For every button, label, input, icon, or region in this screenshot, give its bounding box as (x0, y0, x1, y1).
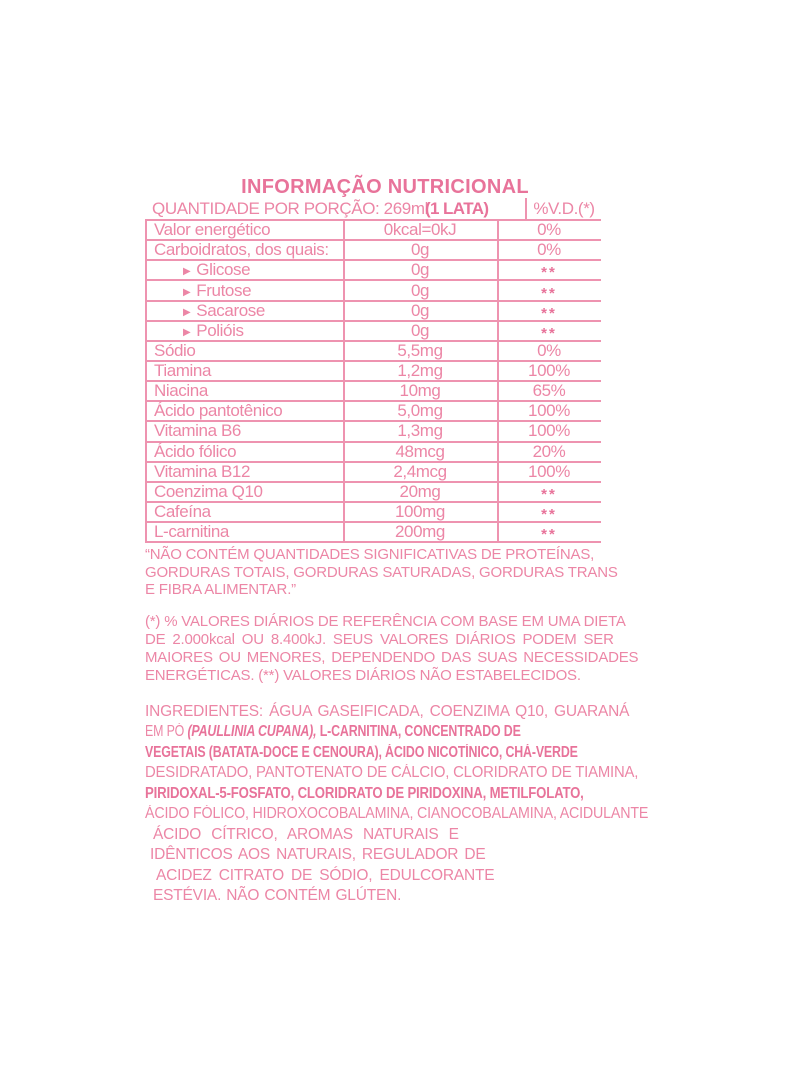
ingredients-segment: INGREDIENTES: ÁGUA GASEIFICADA, COENZIMA Q10, GUARANÁ (145, 702, 630, 720)
ingredients-line (145, 804, 649, 825)
nutrient-amount: 200mg (395, 522, 445, 542)
nutrient-amount: 0g (410, 320, 430, 340)
note-line: ENERGÉTICAS. (**) VALORES DIÁRIOS NÃO ESTABELECIDOS. (145, 666, 581, 684)
note-line: GORDURAS TOTAIS, GORDURAS SATURADAS, GORDURAS TRANS (145, 563, 618, 581)
ingredients-segment: L-CARNITINA, CONCENTRADO DE (319, 723, 521, 741)
nutrient-daily-value (497, 321, 601, 341)
not-established-asterisks: ** (541, 324, 557, 342)
nutrient-name-cell (145, 301, 343, 321)
table-row (145, 422, 601, 442)
nutrient-name: L-carnitina (154, 522, 229, 542)
nutrient-amount: 0g (410, 240, 430, 260)
portion-can-label: (1 LATA) (424, 198, 489, 218)
nutrient-amount: 0g (410, 260, 430, 280)
nutrient-name-cell (145, 281, 343, 301)
ingredients-paragraph (145, 702, 660, 907)
nutrient-daily-value: 100% (528, 421, 570, 441)
table-row (145, 523, 601, 543)
ingredients-segment: VEGETAIS (BATATA-DOCE E CENOURA), ÁCIDO NICOTÍNICO, CHÁ-VERDE (145, 743, 578, 761)
not-established-asterisks: ** (541, 264, 557, 282)
nutrient-name: Coenzima Q10 (154, 481, 263, 501)
nutrient-name: Vitamina B6 (154, 421, 241, 441)
nutrient-daily-value: 100% (528, 401, 570, 421)
nutrient-name-cell (145, 502, 343, 522)
nutrient-name: Cafeína (154, 502, 211, 522)
ingredients-line (145, 825, 660, 846)
bullet-triangle-icon: ▶ (183, 326, 191, 338)
nutrient-name-cell (145, 341, 343, 361)
nutrient-amount: 5,0mg (397, 401, 443, 421)
portion-header-cell (145, 198, 525, 219)
nutrient-name: Vitamina B12 (154, 461, 251, 481)
nutrient-name: Ácido pantotênico (154, 401, 283, 421)
note-line: DE 2.000kcal OU 8.400kJ. SEUS VALORES DIÁRIOS PODEM SER (145, 630, 614, 648)
not-established-asterisks: ** (541, 485, 557, 503)
panel-title: INFORMAÇÃO NUTRICIONAL (241, 176, 529, 198)
table-row (145, 362, 601, 382)
ingredients-segment: PIRIDOXAL-5-FOSFATO, CLORIDRATO DE PIRIDOXINA, METILFOLATO, (145, 784, 584, 802)
nutrient-name: Sódio (154, 340, 196, 360)
bullet-triangle-icon: ▶ (183, 306, 191, 318)
ingredients-segment: (PAULLINIA CUPANA), (187, 723, 320, 741)
nutrient-daily-value: 0% (537, 220, 561, 240)
table-row (145, 402, 601, 422)
nutrient-daily-value (497, 482, 601, 502)
ingredients-segment: ACIDEZ CITRATO DE SÓDIO, EDULCORANTE (156, 866, 495, 884)
nutrient-daily-value: 100% (528, 361, 570, 381)
table-row (145, 342, 601, 362)
nutrient-daily-value: 100% (528, 461, 570, 481)
nutrient-name: Valor energético (154, 220, 271, 240)
nutrient-daily-value (497, 301, 601, 321)
nutrient-daily-value: 65% (532, 381, 566, 401)
nutrient-name-cell (145, 462, 343, 482)
note-line: “NÃO CONTÉM QUANTIDADES SIGNIFICATIVAS DE PROTEÍNAS, (145, 546, 595, 564)
nutrient-amount: 5,5mg (397, 340, 443, 360)
nutrient-daily-value (497, 522, 601, 542)
nutrient-daily-value: 20% (532, 441, 566, 461)
ingredients-line (145, 886, 660, 907)
nutrient-daily-value: 0% (537, 340, 561, 360)
bullet-triangle-icon: ▶ (183, 266, 191, 278)
nutrient-daily-value (497, 281, 601, 301)
ingredients-segment: ÁCIDO FÓLICO, HIDROXOCOBALAMINA, CIANOCOBALAMINA, ACIDULANTE (145, 805, 649, 823)
table-row (145, 503, 601, 523)
ingredients-segment: DESIDRATADO, PANTOTENATO DE CÁLCIO, CLORIDRATO DE TIAMINA, (145, 764, 639, 782)
daily-values-note (145, 613, 660, 685)
nutrition-panel (145, 176, 660, 907)
not-established-asterisks: ** (541, 526, 557, 544)
nutrient-name-cell (145, 361, 343, 381)
nutrient-name-cell (145, 220, 343, 240)
ingredients-line (145, 784, 583, 805)
table-row (145, 322, 601, 342)
ingredients-line (145, 743, 578, 764)
daily-value-header-cell: %V.D.(*) (525, 198, 601, 219)
not-established-asterisks: ** (541, 304, 557, 322)
note-line: E FIBRA ALIMENTAR.” (145, 581, 296, 599)
ingredients-segment: EM PÓ (145, 723, 188, 741)
nutrient-daily-value (497, 502, 601, 522)
table-row (145, 382, 601, 402)
table-row (145, 221, 601, 241)
nutrient-name: Glicose (196, 260, 251, 280)
nutrient-name: Sacarose (196, 300, 265, 320)
nutrient-name: Niacina (154, 381, 208, 401)
table-left-border-line (145, 221, 147, 543)
nutrient-name: Polióis (196, 320, 244, 340)
table-body (145, 221, 601, 543)
bullet-triangle-icon: ▶ (183, 286, 191, 298)
not-established-asterisks: ** (541, 284, 557, 302)
nutrient-daily-value: 0% (537, 240, 561, 260)
nutrient-name: Frutose (196, 280, 252, 300)
nutrient-amount: 100mg (395, 502, 445, 522)
nutrient-amount: 0g (410, 300, 430, 320)
nutrient-amount: 2,4mcg (393, 461, 447, 481)
nutrient-name: Ácido fólico (154, 441, 237, 461)
table-row (145, 281, 601, 301)
nutrient-amount: 0g (410, 280, 430, 300)
nutrient-amount: 1,3mg (397, 421, 443, 441)
table-row (145, 463, 601, 483)
nutrient-name-cell (145, 260, 343, 280)
nutrient-name: Tiamina (154, 361, 212, 381)
nutrient-amount: 0kcal=0kJ (383, 220, 457, 240)
ingredients-line (145, 763, 639, 784)
no-significant-note (145, 546, 660, 599)
column-divider-line (497, 221, 499, 543)
nutrient-name-cell (145, 401, 343, 421)
nutrient-name-cell (145, 442, 343, 462)
table-row (145, 483, 601, 503)
nutrient-name: Carboidratos, dos quais: (154, 240, 329, 260)
nutrient-name-cell (145, 240, 343, 260)
table-row (145, 302, 601, 322)
nutrient-name-cell (145, 421, 343, 441)
ingredients-line (145, 866, 660, 887)
nutrient-amount: 48mcg (395, 441, 445, 461)
nutrient-amount: 20mg (399, 481, 441, 501)
column-divider-line (343, 221, 345, 543)
nutrient-amount: 1,2mg (397, 361, 443, 381)
ingredients-line (145, 845, 660, 866)
ingredients-line (145, 722, 557, 743)
note-line: (*) % VALORES DIÁRIOS DE REFERÊNCIA COM BASE EM UMA DIETA (145, 612, 626, 630)
table-row (145, 261, 601, 281)
nutrient-name-cell (145, 321, 343, 341)
nutrient-daily-value (497, 260, 601, 280)
table-row (145, 443, 601, 463)
nutrient-name-cell (145, 482, 343, 502)
nutrient-name-cell (145, 381, 343, 401)
nutrient-amount: 10mg (399, 381, 441, 401)
portion-label: QUANTIDADE POR PORÇÃO: 269ml (152, 198, 428, 218)
ingredients-segment: ESTÉVIA. NÃO CONTÉM GLÚTEN. (153, 887, 402, 905)
nutrient-name-cell (145, 522, 343, 542)
note-line: MAIORES OU MENORES, DEPENDENDO DAS SUAS NECESSIDADES (145, 648, 639, 666)
ingredients-segment: IDÊNTICOS AOS NATURAIS, REGULADOR DE (150, 846, 486, 864)
nutrition-table (145, 198, 601, 543)
ingredients-segment: ÁCIDO CÍTRICO, AROMAS NATURAIS E (153, 825, 459, 843)
not-established-asterisks: ** (541, 506, 557, 524)
table-row (145, 241, 601, 261)
ingredients-line (145, 702, 660, 723)
table-header-row (145, 198, 601, 221)
